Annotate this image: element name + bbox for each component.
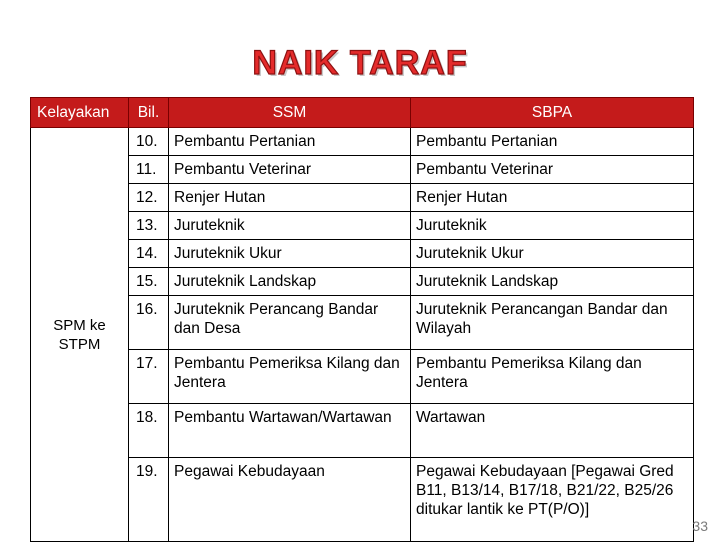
ssm-cell: Pembantu Wartawan/Wartawan	[169, 404, 411, 458]
table-row	[31, 268, 694, 296]
sbpa-cell: Pegawai Kebudayaan [Pegawai Gred B11, B13/14, B17/18, B21/22, B25/26 ditukar lantik ke PT(P/O)]	[411, 458, 694, 542]
sbpa-cell: Juruteknik Perancangan Bandar dan Wilayah	[411, 296, 694, 350]
bil-cell: 19.	[129, 458, 169, 542]
table-row	[31, 128, 694, 156]
bil-cell: 15.	[129, 268, 169, 296]
bil-cell: 17.	[129, 350, 169, 404]
ssm-cell: Juruteknik	[169, 212, 411, 240]
sbpa-cell: Pembantu Pemeriksa Kilang dan Jentera	[411, 350, 694, 404]
ssm-cell: Juruteknik Perancang Bandar dan Desa	[169, 296, 411, 350]
sbpa-cell: Juruteknik Ukur	[411, 240, 694, 268]
table-row	[31, 350, 694, 404]
sbpa-cell: Pembantu Pertanian	[411, 128, 694, 156]
table-row	[31, 296, 694, 350]
sbpa-cell: Wartawan	[411, 404, 694, 458]
slide-title: NAIK TARAF	[252, 44, 468, 82]
table-row	[31, 156, 694, 184]
table-row	[31, 458, 694, 542]
upgrade-table	[30, 97, 694, 542]
header-ssm: SSM	[169, 98, 411, 128]
table-row	[31, 184, 694, 212]
bil-cell: 12.	[129, 184, 169, 212]
bil-cell: 16.	[129, 296, 169, 350]
sbpa-cell: Juruteknik Landskap	[411, 268, 694, 296]
sbpa-cell: Juruteknik	[411, 212, 694, 240]
page-number: 33	[692, 518, 708, 534]
table-row	[31, 212, 694, 240]
ssm-cell: Renjer Hutan	[169, 184, 411, 212]
ssm-cell: Juruteknik Landskap	[169, 268, 411, 296]
sbpa-cell: Pembantu Veterinar	[411, 156, 694, 184]
bil-cell: 10.	[129, 128, 169, 156]
table-row	[31, 404, 694, 458]
ssm-cell: Pegawai Kebudayaan	[169, 458, 411, 542]
bil-cell: 14.	[129, 240, 169, 268]
header-bil: Bil.	[129, 98, 169, 128]
table-header-row	[31, 98, 694, 128]
sbpa-cell: Renjer Hutan	[411, 184, 694, 212]
ssm-cell: Juruteknik Ukur	[169, 240, 411, 268]
header-sbpa: SBPA	[411, 98, 694, 128]
bil-cell: 11.	[129, 156, 169, 184]
ssm-cell: Pembantu Veterinar	[169, 156, 411, 184]
table-row	[31, 240, 694, 268]
ssm-cell: Pembantu Pemeriksa Kilang dan Jentera	[169, 350, 411, 404]
header-kelayakan: Kelayakan	[31, 98, 129, 128]
bil-cell: 18.	[129, 404, 169, 458]
kelayakan-cell: SPM ke STPM	[31, 128, 129, 542]
ssm-cell: Pembantu Pertanian	[169, 128, 411, 156]
bil-cell: 13.	[129, 212, 169, 240]
